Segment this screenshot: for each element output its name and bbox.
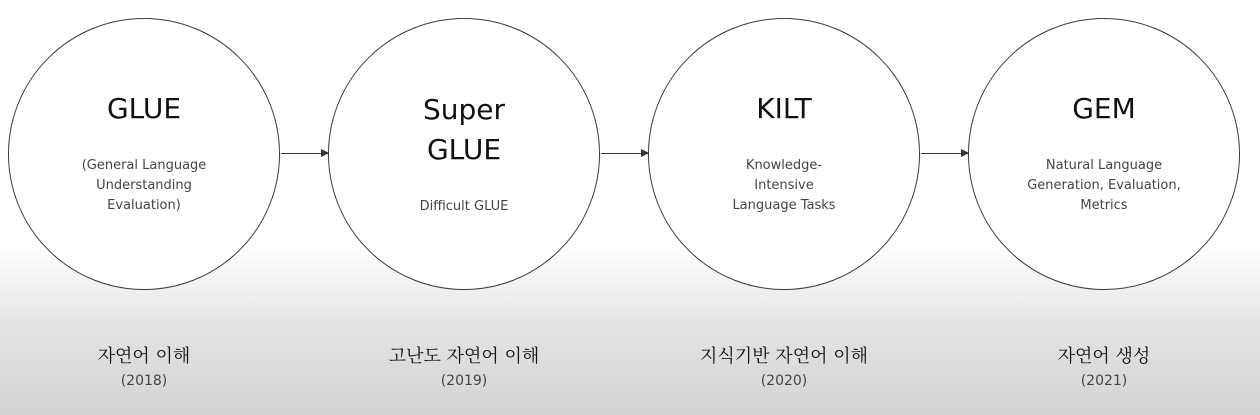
stage-description: Difficult GLUE <box>419 199 509 214</box>
stage-glue-circle <box>8 18 280 290</box>
stage-description: Knowledge- Intensive Language Tasks <box>732 158 836 213</box>
arrow-kilt-to-gem <box>921 153 968 154</box>
stage-title: GLUE <box>106 92 182 125</box>
stage-description: (General Language Understanding Evaluation) <box>81 158 207 213</box>
stage-title: Super GLUE <box>422 93 506 166</box>
stage-title: KILT <box>756 92 812 125</box>
caption-kilt: 지식기반 자연어 이해 (2020) <box>700 346 868 389</box>
stage-kilt-circle <box>648 18 920 290</box>
caption-glue: 자연어 이해 (2018) <box>97 346 191 389</box>
stage-superglue-circle <box>328 18 600 290</box>
arrow-glue-to-superglue <box>281 153 328 154</box>
stage-gem-circle <box>968 18 1240 290</box>
stage-title: GEM <box>1072 92 1136 125</box>
stage-description: Natural Language Generation, Evaluation, Metrics <box>1027 158 1181 213</box>
arrow-superglue-to-kilt <box>601 153 648 154</box>
caption-superglue: 고난도 자연어 이해 (2019) <box>388 346 540 389</box>
caption-gem: 자연어 생성 (2021) <box>1057 346 1151 389</box>
